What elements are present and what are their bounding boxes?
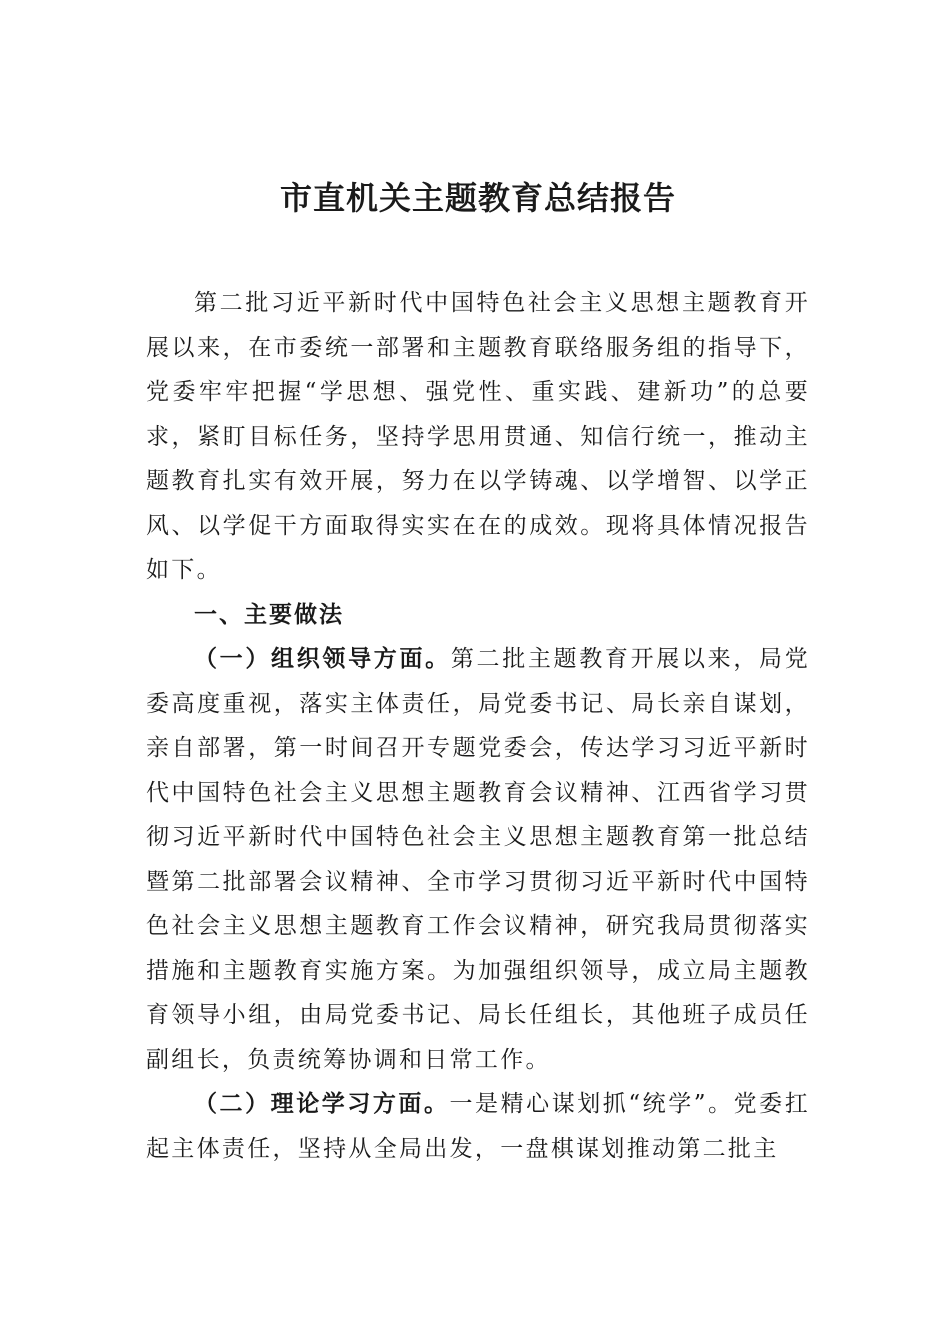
body-organization-leadership: 第二批主题教育开展以来，局党委高度重视，落实主体责任，局党委书记、局长亲自谋划，亲自部署，第一时间召开专题党委会，传达学习习近平新时代中国特色社会主义思想主题教育会议精神、江西省学习贯彻习近平新时代中国特色社会主义思想主题教育第一批总结暨第二批部署会议精神、全市学习贯彻习近平新时代中国特色社会主义思想主题教育工作会议精神，研究我局贯彻落实措施和主题教育实施方案。为加强组织领导，成立局主题教育领导小组，由局党委书记、局长任组长，其他班子成员任副组长，负责统筹协调和日常工作。 [146,646,811,1073]
subheading-theory-study: （二）理论学习方面。 [194,1090,450,1117]
body-theory-study: 一是精心谋划抓“统学”。党委扛起主体责任，坚持从全局出发，一盘棋谋划推动第二批主 [146,1091,810,1162]
section-heading-main-practices: 一、主要做法 [194,601,344,628]
paragraph-organization-leadership [146,637,810,1082]
document-title: 市直机关主题教育总结报告 [279,179,676,217]
document-page [146,172,810,1171]
intro-paragraph: 第二批习近平新时代中国特色社会主义思想主题教育开展以来，在市委统一部署和主题教育联络服务组的指导下，党委牢牢把握“学思想、强党性、重实践、建新功”的总要求，紧盯目标任务，坚持学思用贯通、知信行统一，推动主题教育扎实有效开展，努力在以学铸魂、以学增智、以学正风、以学促干方面取得实实在在的成效。现将具体情况报告如下。 [146,290,810,583]
paragraph-theory-study [146,1082,810,1171]
subheading-organization-leadership: （一）组织领导方面。 [194,645,451,672]
